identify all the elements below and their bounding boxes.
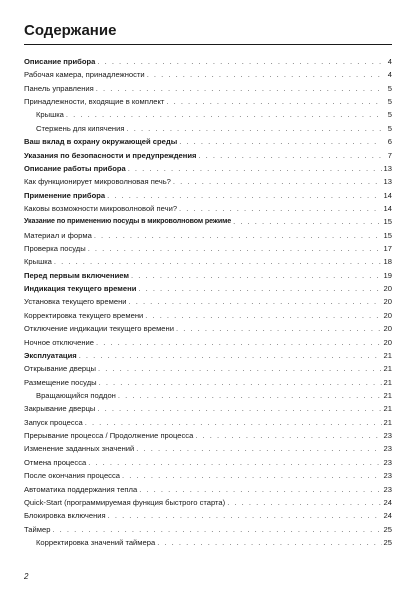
toc-entry-label: Панель управления — [24, 83, 94, 93]
toc-entry-label: Индикация текущего времени — [24, 284, 137, 294]
title-rule — [24, 44, 392, 45]
toc-entry[interactable] — [24, 242, 392, 255]
toc-entry-page: 14 — [383, 203, 392, 213]
dot-leader — [79, 349, 382, 362]
dot-leader — [157, 536, 381, 549]
toc-entry-page: 14 — [383, 190, 392, 200]
toc-entry-page: 17 — [383, 244, 392, 254]
toc-entry[interactable] — [24, 95, 392, 108]
toc-entry-label: Изменение заданных значений — [24, 444, 135, 454]
toc-entry[interactable] — [24, 442, 392, 455]
dot-leader — [96, 336, 382, 349]
toc-entry-page: 5 — [387, 83, 392, 93]
toc-entry-page: 24 — [383, 511, 392, 521]
dot-leader — [88, 242, 382, 255]
toc-entry-page: 15 — [383, 230, 392, 240]
dot-leader — [138, 282, 381, 295]
toc-entry-page: 23 — [383, 484, 392, 494]
toc-entry-label: Вращающийся поддон — [36, 390, 116, 400]
toc-entry-page: 23 — [383, 444, 392, 454]
toc-entry[interactable] — [24, 215, 392, 228]
dot-leader — [118, 389, 382, 402]
toc-entry[interactable] — [24, 322, 392, 335]
toc-entry[interactable] — [24, 469, 392, 482]
dot-leader — [94, 229, 382, 242]
toc-page — [24, 22, 392, 549]
toc-entry-label: Описание работы прибора — [24, 163, 126, 173]
toc-entry[interactable] — [24, 149, 392, 162]
toc-entry-page: 21 — [383, 417, 392, 427]
toc-entry-label: Указание по применению посуды в микроволновом режиме — [24, 217, 232, 226]
dot-leader — [195, 429, 381, 442]
toc-entry-label: Запуск процесса — [24, 417, 83, 427]
toc-entry-page: 21 — [383, 390, 392, 400]
toc-entry-page: 25 — [383, 524, 392, 534]
toc-entry-page: 25 — [383, 537, 392, 547]
toc-entry-label: Стержень для кипячения — [36, 123, 125, 133]
dot-leader — [54, 255, 382, 268]
toc-entry-page: 21 — [383, 350, 392, 360]
toc-entry-label: Проверка посуды — [24, 244, 86, 254]
toc-entry[interactable] — [24, 402, 392, 415]
toc-entry-label: Принадлежности, входящие в комплект — [24, 97, 165, 107]
dot-leader — [129, 295, 382, 308]
toc-entry-label: Как функционирует микроволновая печь? — [24, 177, 171, 187]
toc-entry-page: 21 — [383, 364, 392, 374]
toc-entry-page: 4 — [387, 70, 392, 80]
toc-entry-label: Открывание дверцы — [24, 364, 96, 374]
toc-entry-page: 23 — [383, 431, 392, 441]
toc-entry[interactable] — [24, 362, 392, 375]
toc-entry-label: Эксплуатация — [24, 350, 77, 360]
dot-leader — [139, 483, 381, 496]
toc-entry-page: 23 — [383, 471, 392, 481]
dot-leader — [173, 175, 382, 188]
toc-entry[interactable] — [24, 229, 392, 242]
toc-entry-page: 24 — [383, 497, 392, 507]
toc-entry-page: 20 — [383, 337, 392, 347]
dot-leader — [99, 376, 382, 389]
dot-leader — [127, 122, 383, 135]
dot-leader — [122, 469, 382, 482]
dot-leader — [131, 269, 382, 282]
toc-entry-label: Каковы возможности микроволновой печи? — [24, 203, 178, 213]
dot-leader — [52, 523, 381, 536]
toc-entry[interactable] — [24, 175, 392, 188]
dot-leader — [96, 82, 382, 95]
dot-leader — [85, 416, 382, 429]
toc-entry[interactable] — [24, 309, 392, 322]
toc-entry-label: Установка текущего времени — [24, 297, 127, 307]
toc-entry-label: Корректировка значений таймера — [36, 537, 156, 547]
toc-entry-label: Блокировка включения — [24, 511, 106, 521]
dot-leader — [66, 108, 382, 121]
toc-entry-page: 5 — [387, 110, 392, 120]
toc-entry[interactable] — [24, 269, 392, 282]
page-number: 2 — [24, 572, 29, 581]
toc-entry-page: 20 — [383, 310, 392, 320]
dot-leader — [88, 456, 381, 469]
dot-leader — [145, 309, 381, 322]
toc-entry-label: Крышка — [24, 257, 52, 267]
toc-entry-label: Закрывание дверцы — [24, 404, 96, 414]
toc-entry[interactable] — [24, 68, 392, 81]
dot-leader — [179, 202, 382, 215]
toc-entry-label: Применение прибора — [24, 190, 106, 200]
toc-list — [24, 55, 392, 549]
toc-entry[interactable] — [24, 189, 392, 202]
toc-entry-label: Таймер — [24, 524, 51, 534]
toc-entry-page: 21 — [383, 377, 392, 387]
toc-entry[interactable] — [24, 483, 392, 496]
toc-entry-label: Размещение посуды — [24, 377, 97, 387]
toc-entry-label: Quick-Start (программируемая функция быстрого старта) — [24, 497, 226, 507]
toc-entry[interactable] — [24, 162, 392, 175]
toc-entry-page: 15 — [383, 217, 392, 227]
toc-entry[interactable] — [24, 349, 392, 362]
toc-entry[interactable] — [24, 429, 392, 442]
toc-entry-label: Ваш вклад в охрану окружающей среды — [24, 137, 178, 147]
toc-entry[interactable] — [24, 496, 392, 509]
toc-entry-page: 18 — [383, 257, 392, 267]
toc-entry-page: 21 — [383, 404, 392, 414]
toc-entry[interactable] — [24, 135, 392, 148]
toc-entry[interactable] — [24, 389, 392, 402]
toc-entry-label: Прерывание процесса / Продолжение процесса — [24, 431, 194, 441]
dot-leader — [198, 149, 382, 162]
toc-entry-page: 20 — [383, 284, 392, 294]
dot-leader — [98, 362, 382, 375]
toc-entry-page: 20 — [383, 324, 392, 334]
toc-entry[interactable] — [24, 456, 392, 469]
dot-leader — [107, 189, 381, 202]
toc-entry-page: 20 — [383, 297, 392, 307]
toc-entry-page: 23 — [383, 457, 392, 467]
dot-leader — [176, 322, 382, 335]
dot-leader — [136, 442, 381, 455]
toc-entry[interactable] — [24, 523, 392, 536]
toc-entry-label: Отмена процесса — [24, 457, 87, 467]
toc-entry-page: 5 — [387, 97, 392, 107]
toc-entry-label: Указания по безопасности и предупреждения — [24, 150, 197, 160]
toc-entry-label: Крышка — [36, 110, 64, 120]
dot-leader — [233, 215, 381, 228]
dot-leader — [227, 496, 381, 509]
toc-entry-page: 13 — [383, 177, 392, 187]
toc-entry-page: 5 — [387, 123, 392, 133]
toc-entry-page: 6 — [387, 137, 392, 147]
toc-entry[interactable] — [24, 55, 392, 68]
toc-entry-label: Перед первым включением — [24, 270, 130, 280]
toc-entry[interactable] — [24, 416, 392, 429]
toc-entry[interactable] — [24, 202, 392, 215]
toc-entry[interactable] — [24, 255, 392, 268]
toc-entry-label: Отключение индикации текущего времени — [24, 324, 174, 334]
toc-entry-label: Автоматика поддержания тепла — [24, 484, 138, 494]
toc-entry[interactable] — [24, 122, 392, 135]
toc-entry-label: Корректировка текущего времени — [24, 310, 144, 320]
toc-entry[interactable] — [24, 282, 392, 295]
toc-entry[interactable] — [24, 376, 392, 389]
dot-leader — [108, 509, 382, 522]
toc-entry-page: 19 — [383, 270, 392, 280]
toc-entry[interactable] — [24, 108, 392, 121]
toc-entry-page: 13 — [383, 163, 392, 173]
toc-entry-label: Материал и форма — [24, 230, 92, 240]
toc-entry-page: 7 — [387, 150, 392, 160]
dot-leader — [166, 95, 382, 108]
toc-entry[interactable] — [24, 509, 392, 522]
toc-entry-label: Описание прибора — [24, 57, 96, 66]
dot-leader — [128, 162, 382, 175]
toc-entry-label: Ночное отключение — [24, 337, 94, 347]
toc-entry-page: 4 — [387, 57, 392, 66]
toc-entry[interactable] — [24, 295, 392, 308]
page-title: Содержание — [24, 22, 117, 39]
toc-entry-label: Рабочая камера, принадлежности — [24, 70, 145, 80]
toc-entry[interactable] — [24, 336, 392, 349]
toc-entry[interactable] — [24, 536, 392, 549]
dot-leader — [147, 68, 382, 81]
dot-leader — [97, 402, 381, 415]
dot-leader — [97, 55, 382, 68]
toc-entry[interactable] — [24, 82, 392, 95]
toc-entry-label: После окончания процесса — [24, 471, 120, 481]
dot-leader — [179, 135, 382, 148]
